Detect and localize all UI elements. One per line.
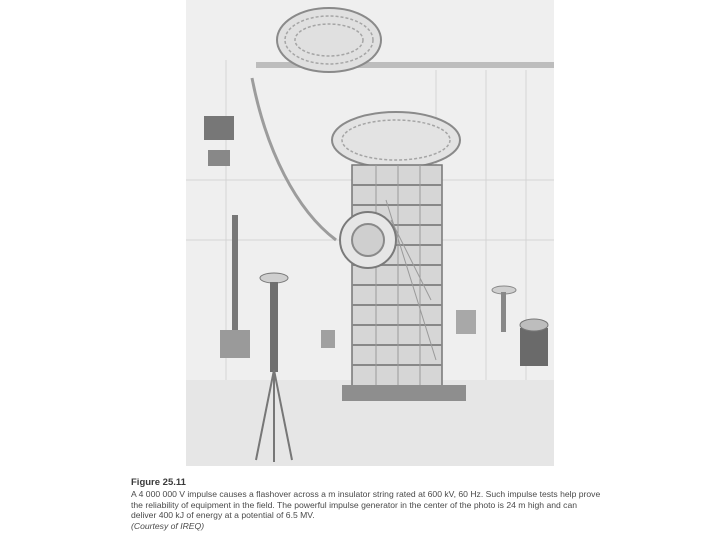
upper-toroid xyxy=(277,8,381,72)
figure-caption: A 4 000 000 V impulse causes a flashover across a m insulator string rated at 600 kV, 60 Hz. Such impulse tests help prove the reliability of equipment in the field. The powerful impulse generator in the center of the photo is 24 m high and can deliver 400 kJ of energy at a potential of 6.5 MV. xyxy=(131,489,601,521)
figure-credit: (Courtesy of IREQ) xyxy=(131,520,205,531)
figure-photo xyxy=(186,0,554,466)
figure-label: Figure 25.11 xyxy=(131,477,186,488)
figure-caption-block xyxy=(131,478,601,531)
